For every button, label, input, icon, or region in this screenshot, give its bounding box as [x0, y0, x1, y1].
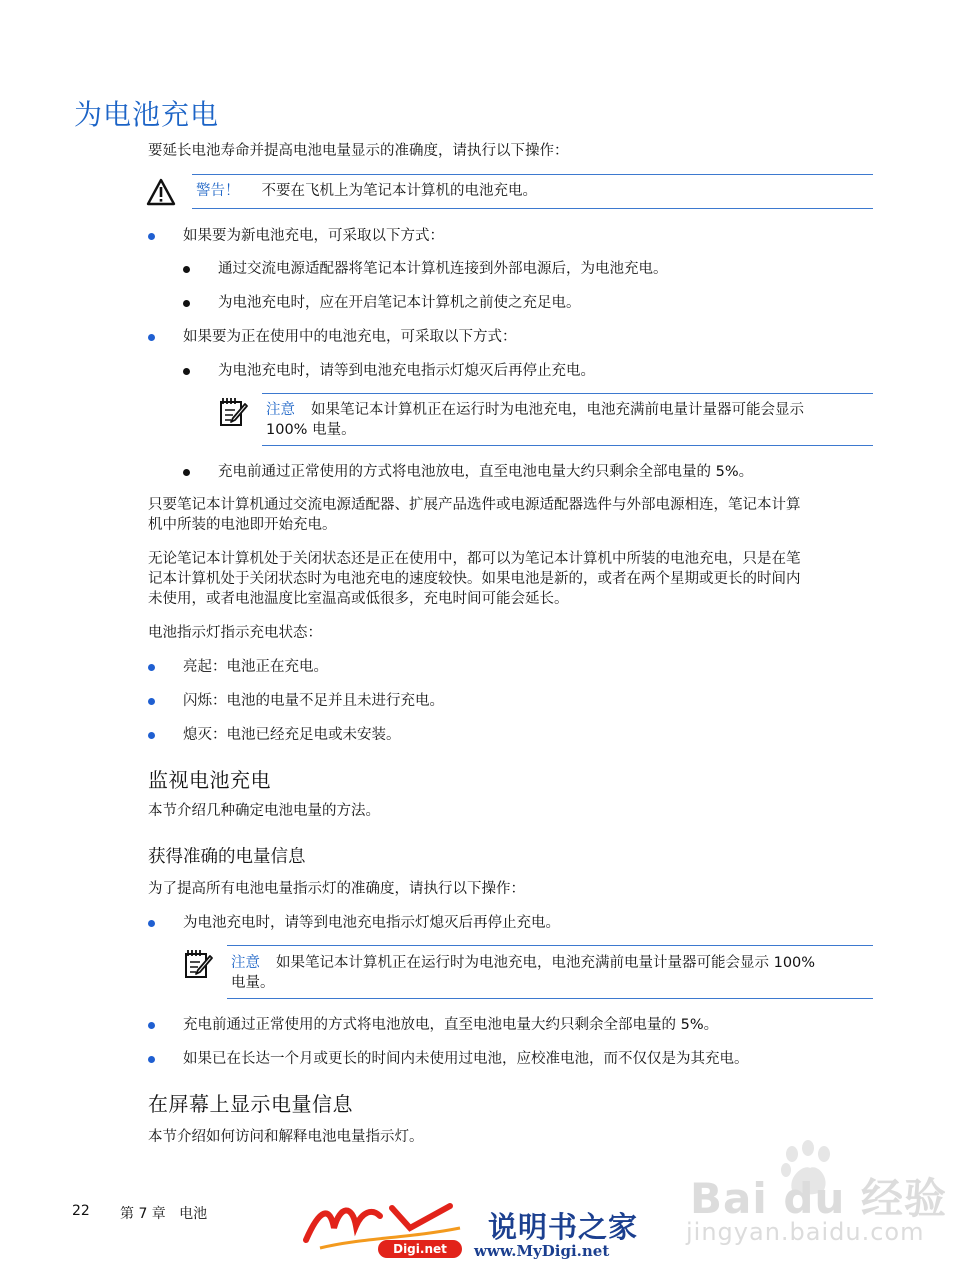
subsection-heading: 获得准确的电量信息 — [148, 847, 306, 867]
section-heading: 监视电池充电 — [148, 768, 271, 792]
paragraph-line: 无论笔记本计算机处于关闭状态还是正在使用中，都可以为笔记本计算机中所装的电池充电，只是在笔 — [148, 551, 801, 567]
chapter-label: 第 7 章 电池 — [120, 1206, 208, 1222]
note-bottom-rule — [227, 998, 873, 999]
sub-list-item: 充电前通过正常使用的方式将电池放电，直至电池电量大约只剩余全部电量的 5%。 — [218, 464, 754, 480]
warning-top-rule — [192, 174, 873, 175]
warning-line — [196, 181, 537, 202]
sub-list-item: 为电池充电时，请等到电池充电指示灯熄灭后再停止充电。 — [218, 363, 595, 379]
bullet-blue — [148, 233, 155, 240]
section-heading: 在屏幕上显示电量信息 — [148, 1092, 353, 1116]
baidu-logo: Bai du 经验 — [690, 1174, 947, 1223]
paragraph-line: 只要笔记本计算机通过交流电源适配器、扩展产品选件或电源适配器选件与外部电源相连，笔记本计算 — [148, 497, 801, 513]
mydigi-url: www.MyDigi.net — [474, 1242, 610, 1260]
subsection-text: 为了提高所有电池电量指示灯的准确度，请执行以下操作： — [148, 881, 525, 897]
note-pencil-icon — [183, 948, 215, 980]
bullet-black — [183, 300, 190, 307]
bullet-blue — [148, 334, 155, 341]
paragraph: 电池指示灯指示充电状态： — [148, 625, 322, 641]
baidu-url: jingyan.baidu.com — [686, 1218, 925, 1246]
note-pencil-icon — [218, 396, 250, 428]
note-text: 如果笔记本计算机正在运行时为电池充电，电池充满前电量计量器可能会显示 100% — [276, 955, 816, 971]
warning-bottom-rule — [192, 208, 873, 209]
page-title: 为电池充电 — [74, 98, 220, 131]
bullet-blue — [148, 664, 155, 671]
list-item: 如果要为新电池充电，可采取以下方式： — [183, 228, 444, 244]
status-item: 亮起：电池正在充电。 — [183, 659, 328, 675]
page-number: 22 — [72, 1203, 90, 1219]
note-label: 注意 — [266, 402, 295, 418]
warning-label: 警告！ — [196, 183, 240, 199]
paragraph-line: 未使用，或者电池温度比室温高或低很多，充电时间可能会延长。 — [148, 591, 569, 607]
section-text: 本节介绍几种确定电池电量的方法。 — [148, 803, 380, 819]
intro-text: 要延长电池寿命并提高电池电量显示的准确度，请执行以下操作： — [148, 143, 569, 159]
section-text: 本节介绍如何访问和解释电池电量指示灯。 — [148, 1129, 424, 1145]
note-label: 注意 — [231, 955, 260, 971]
warning-text: 不要在飞机上为笔记本计算机的电池充电。 — [261, 183, 537, 199]
note-line1 — [266, 400, 804, 421]
bullet-blue — [148, 698, 155, 705]
list-item: 充电前通过正常使用的方式将电池放电，直至电池电量大约只剩余全部电量的 5%。 — [183, 1017, 719, 1033]
warning-triangle-icon — [146, 178, 176, 206]
bullet-blue — [148, 1056, 155, 1063]
sub-list-item: 为电池充电时，应在开启笔记本计算机之前使之充足电。 — [218, 295, 581, 311]
bullet-blue — [148, 920, 155, 927]
note-top-rule — [262, 393, 873, 394]
list-item: 为电池充电时，请等到电池充电指示灯熄灭后再停止充电。 — [183, 915, 560, 931]
mydigi-badge: Digi.net — [378, 1240, 462, 1258]
sub-list-item: 通过交流电源适配器将笔记本计算机连接到外部电源后，为电池充电。 — [218, 261, 668, 277]
list-item: 如果要为正在使用中的电池充电，可采取以下方式： — [183, 329, 517, 345]
bullet-blue — [148, 1022, 155, 1029]
mydigi-name: 说明书之家 — [488, 1210, 639, 1244]
bullet-black — [183, 266, 190, 273]
bullet-black — [183, 469, 190, 476]
note-line1 — [231, 953, 815, 974]
bullet-black — [183, 368, 190, 375]
note-top-rule — [227, 945, 873, 946]
note-line2: 100% 电量。 — [266, 422, 356, 438]
note-bottom-rule — [262, 445, 873, 446]
paragraph-line: 机中所装的电池即开始充电。 — [148, 517, 337, 533]
status-item: 熄灭：电池已经充足电或未安装。 — [183, 727, 401, 743]
note-line2: 电量。 — [231, 975, 275, 991]
status-item: 闪烁：电池的电量不足并且未进行充电。 — [183, 693, 444, 709]
paragraph-line: 记本计算机处于关闭状态时为电池充电的速度较快。如果电池是新的，或者在两个星期或更长的时间内 — [148, 571, 801, 587]
bullet-blue — [148, 732, 155, 739]
note-text: 如果笔记本计算机正在运行时为电池充电，电池充满前电量计量器可能会显示 — [311, 402, 804, 418]
list-item: 如果已在长达一个月或更长的时间内未使用过电池，应校准电池，而不仅仅是为其充电。 — [183, 1051, 749, 1067]
